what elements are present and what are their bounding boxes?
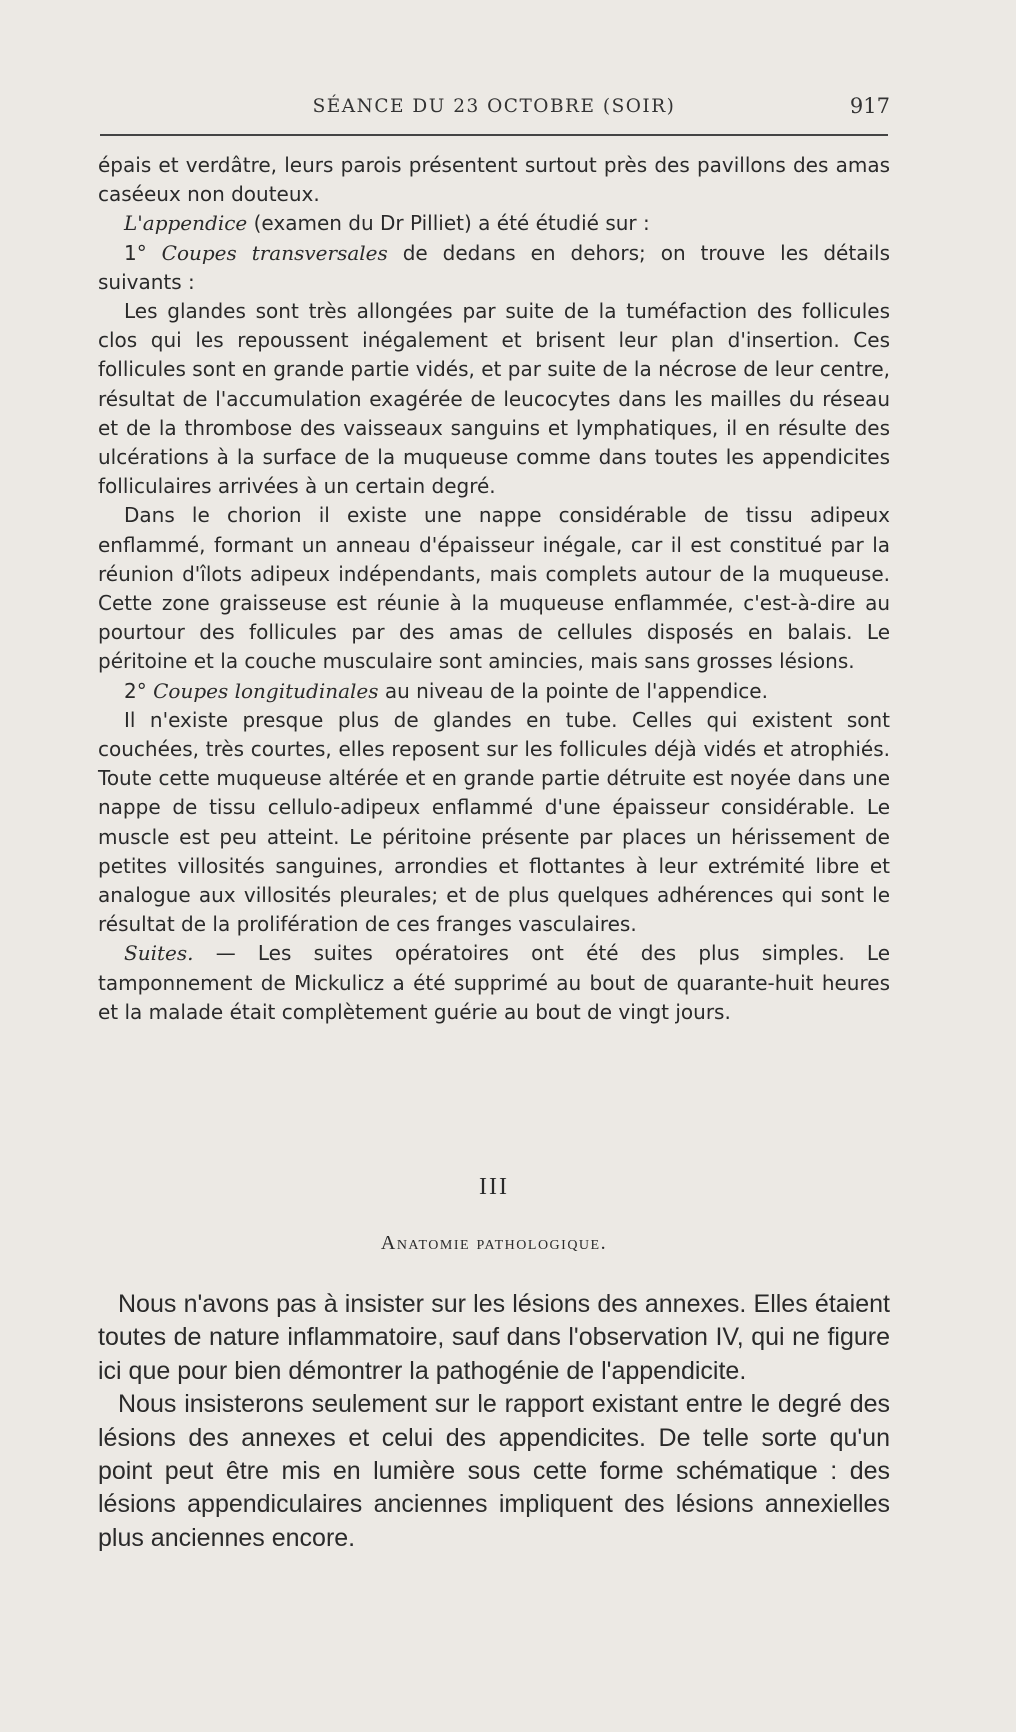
paragraph-6-rest: au niveau de la pointe de l'appendice. <box>378 678 768 703</box>
running-header <box>98 92 890 128</box>
header-title: SÉANCE DU 23 OCTOBRE (SOIR) <box>312 96 676 117</box>
paragraph-3-rest: de dedans en dehors; on trouve les détails suivants : <box>98 240 890 294</box>
paragraph-6 <box>98 677 890 706</box>
paragraph-3-italic: Coupes transversales <box>161 240 388 265</box>
section-title-text: Anatomie pathologique. <box>380 1232 608 1254</box>
paragraph-7: Il n'existe presque plus de glandes en tube. Celles qui existent sont couchées, très courtes, elles reposent sur les follicules déjà vidés et atrophiés. Toute cette muqueuse altérée et en grande partie détruite est noyée dans une nappe de tissu cellulo-adipeux enflammé d'une épaisseur considérable. Le muscle est peu atteint. Le péritoine présente par places un hérissement de petites villosités sanguines, arrondies et flottantes à leur extrémité libre et analogue aux villosités pleurales; et de plus quelques adhérences qui sont le résultat de la prolifération de ces franges vasculaires. <box>98 707 890 937</box>
large-paragraph-2: Nous insisterons seulement sur le rapport existant entre le degré des lésions des annexes et celui des appendicites. De telle sorte qu'un point peut être mis en lumière sous cette forme schématique : des lésions appendiculaires anciennes impliquent des lésions annexielles plus anciennes encore. <box>98 1390 890 1552</box>
paragraph-6-num: 2° <box>124 678 154 703</box>
page-number: 917 <box>849 94 890 118</box>
body-text <box>98 151 890 1027</box>
paragraph-8-italic: Suites. <box>124 941 194 966</box>
paragraph-1: épais et verdâtre, leurs parois présentent surtout près des pavillons des amas caséeux non douteux. <box>98 153 890 207</box>
section-number: III <box>479 1174 509 1200</box>
section-title <box>98 1232 890 1255</box>
paragraph-2 <box>98 209 890 238</box>
paragraph-6-italic: Coupes longitudinales <box>153 678 379 703</box>
large-text <box>98 1288 890 1555</box>
paragraph-3 <box>98 239 890 297</box>
paragraph-8-rest: — Les suites opératoires ont été des plus simples. Le tamponnement de Mickulicz a été supprimé au bout de quarante-huit heures et la malade était complètement guérie au bout de vingt jours. <box>98 941 890 1024</box>
paragraph-2-italic: L'appendice <box>124 211 248 236</box>
paragraph-8 <box>98 939 890 1027</box>
paragraph-4: Les glandes sont très allongées par suite de la tuméfaction des follicules clos qui les repoussent inégalement et brisent leur plan d'insertion. Ces follicules sont en grande partie vidés, et par suite de la nécrose de leur centre, résultat de l'accumulation exagérée de leucocytes dans les mailles du réseau et de la thrombose des vaisseaux sanguins et lymphatiques, il en résulte des ulcérations à la surface de la muqueuse comme dans toutes les appendicites folliculaires arrivées à un certain degré. <box>98 299 890 499</box>
header-rule <box>100 134 888 136</box>
paragraph-2-rest: (examen du Dr Pilliet) a été étudié sur : <box>247 211 650 236</box>
paragraph-5: Dans le chorion il existe une nappe considérable de tissu adipeux enflammé, formant un anneau d'épaisseur inégale, car il est constitué par la réunion d'îlots adipeux indépendants, mais complets autour de la muqueuse. Cette zone graisseuse est réunie à la muqueuse enflammée, c'est-à-dire au pourtour des follicules par des amas de cellules disposés en balais. Le péritoine et la couche musculaire sont amincies, mais sans grosses lésions. <box>98 503 890 674</box>
paragraph-3-num: 1° <box>124 240 162 265</box>
large-paragraph-1: Nous n'avons pas à insister sur les lésions des annexes. Elles étaient toutes de nature inflammatoire, sauf dans l'observation IV, qui ne figure ici que pour bien démontrer la pathogénie de l'appendicite. <box>98 1290 890 1385</box>
